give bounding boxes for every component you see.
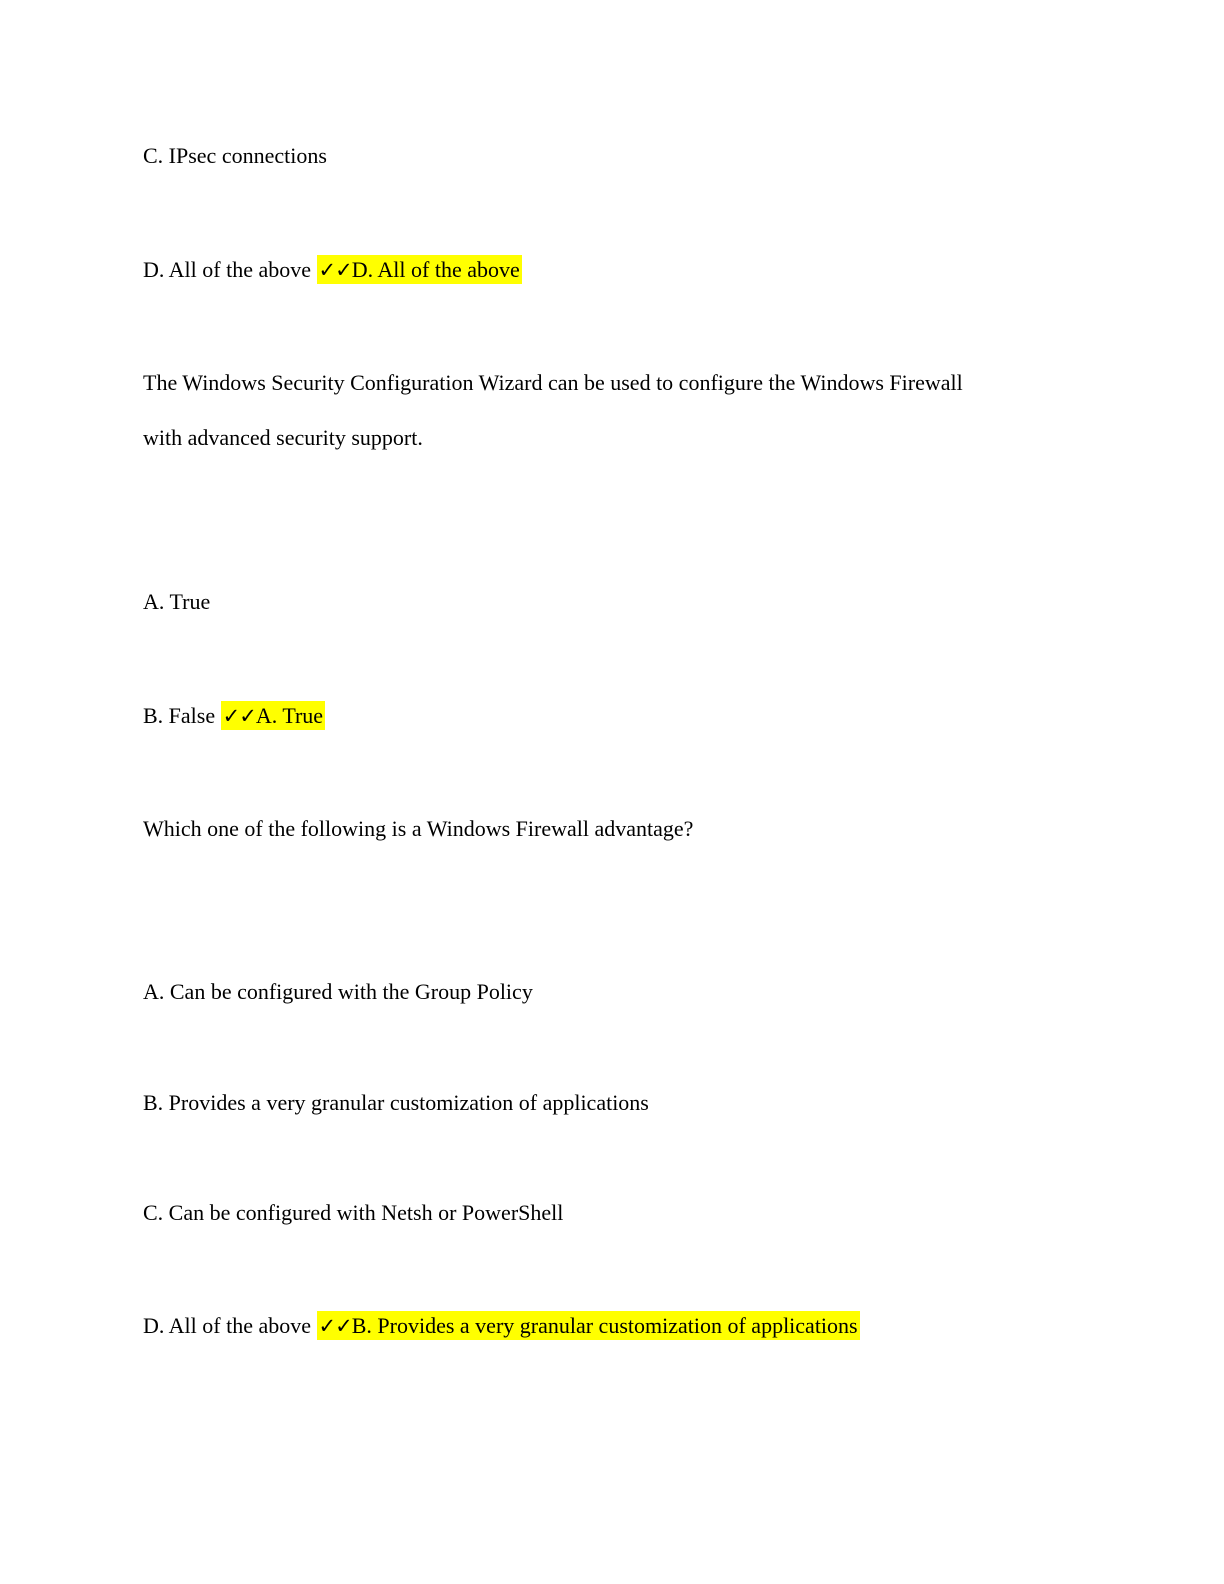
option-text: B. False (143, 703, 216, 728)
check-icon: ✓✓ (318, 1314, 352, 1338)
highlighted-answer-2 (221, 701, 325, 730)
option-text: C. IPsec connections (143, 143, 327, 168)
option-a-group-policy (143, 977, 533, 1007)
option-text: B. Provides a very granular customization of applications (143, 1090, 649, 1115)
option-b-granular (143, 1088, 649, 1118)
question-text: with advanced security support. (143, 425, 423, 450)
option-text: A. Can be configured with the Group Policy (143, 979, 533, 1004)
option-d-all-above-2 (143, 1311, 860, 1341)
question-text: Which one of the following is a Windows Firewall advantage? (143, 816, 694, 841)
question-wizard-line-2 (143, 423, 423, 453)
option-text: D. All of the above (143, 257, 312, 282)
option-d-all-above-1 (143, 255, 522, 285)
answer-text: B. Provides a very granular customization of applications (351, 1313, 858, 1338)
question-text: The Windows Security Configuration Wizard can be used to configure the Windows Firewall (143, 370, 963, 395)
option-c-netsh (143, 1198, 563, 1228)
question-wizard-line-1 (143, 368, 963, 398)
option-text: D. All of the above (143, 1313, 312, 1338)
option-a-true (143, 587, 210, 617)
highlighted-answer-3 (317, 1311, 860, 1340)
option-text: C. Can be configured with Netsh or PowerShell (143, 1200, 564, 1225)
option-text: A. True (143, 589, 211, 614)
option-c-ipsec (143, 141, 327, 171)
answer-text: D. All of the above (351, 257, 520, 282)
option-b-false (143, 701, 325, 731)
highlighted-answer-1 (317, 255, 522, 284)
check-icon: ✓✓ (222, 704, 256, 728)
check-icon: ✓✓ (318, 258, 352, 282)
question-firewall-advantage (143, 814, 693, 844)
answer-text: A. True (255, 703, 324, 728)
